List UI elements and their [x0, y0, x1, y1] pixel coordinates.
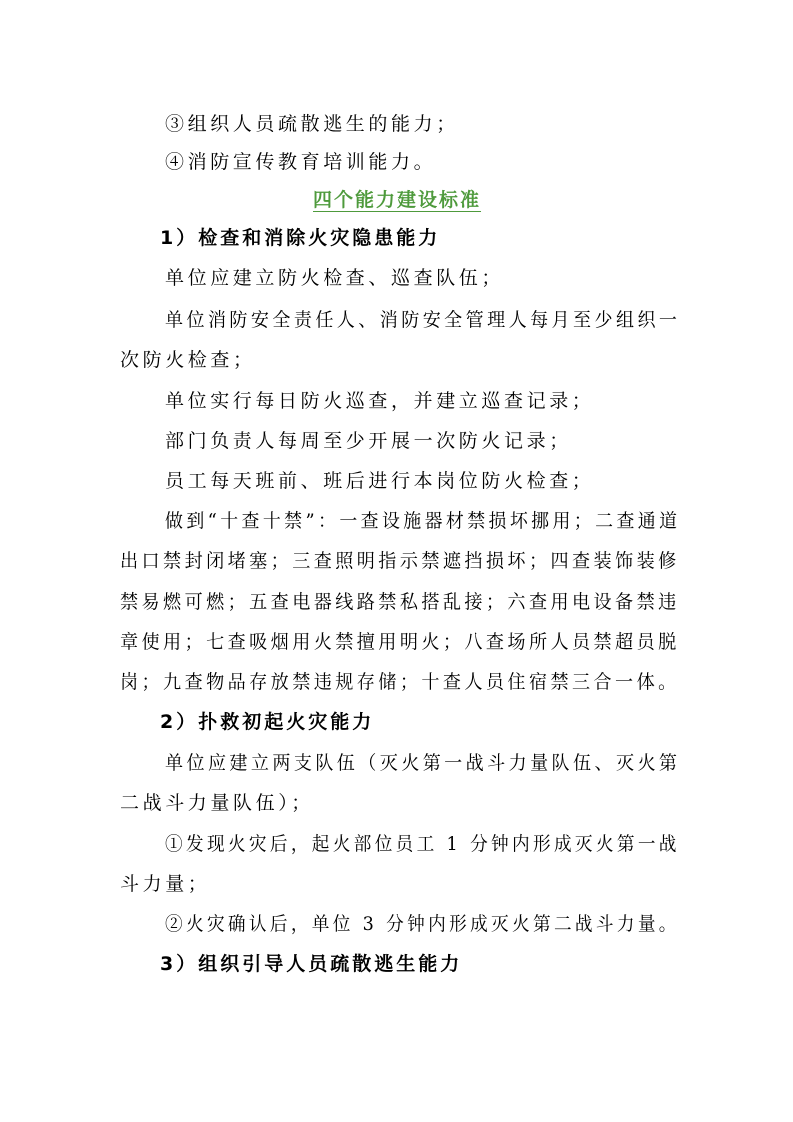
paragraph-line: 禁易燃可燃；五查电器线路禁私搭乱接；六查用电设备禁违	[120, 591, 680, 613]
paragraph-line: 岗；九查物品存放禁违规存储；十查人员住宿禁三合一体。	[120, 671, 680, 693]
paragraph-line: 做到“十查十禁”：一查设施器材禁损坏挪用；二查通道	[165, 510, 681, 532]
section-title: 四个能力建设标准	[313, 189, 482, 211]
paragraph-line: 单位应建立两支队伍（灭火第一战斗力量队伍、灭火第	[165, 752, 681, 774]
heading-3: 3）组织引导人员疏散逃生能力	[160, 953, 463, 975]
paragraph-line: 章使用；七查吸烟用火禁擅用明火；八查场所人员禁超员脱	[120, 631, 680, 653]
paragraph-line: 出口禁封闭堵塞；三查照明指示禁遮挡损坏；四查装饰装修	[120, 550, 680, 572]
paragraph-line: ②火灾确认后，单位 3 分钟内形成灭火第二战斗力量。	[165, 913, 680, 935]
paragraph-line: ①发现火灾后，起火部位员工 1 分钟内形成灭火第一战	[165, 833, 680, 855]
paragraph-line: 部门负责人每周至少开展一次防火记录；	[165, 430, 572, 452]
heading-2: 2）扑救初起火灾能力	[160, 711, 375, 733]
paragraph-line: 单位应建立防火检查、巡查队伍；	[165, 267, 505, 289]
heading-1: 1）检查和消除火灾隐患能力	[160, 227, 441, 249]
list-item-evacuation-ability: ③组织人员疏散逃生的能力；	[165, 113, 459, 135]
paragraph-line: 次防火检查；	[120, 349, 256, 371]
paragraph-line: 二战斗力量队伍）；	[120, 792, 314, 814]
paragraph-line: 斗力量；	[120, 873, 211, 895]
list-item-publicity-training-ability: ④消防宣传教育培训能力。	[165, 151, 437, 173]
paragraph-line: 员工每天班前、班后进行本岗位防火检查；	[165, 470, 595, 492]
paragraph-line: 单位实行每日防火巡查，并建立巡查记录；	[165, 390, 595, 412]
paragraph-line: 单位消防安全责任人、消防安全管理人每月至少组织一	[165, 309, 681, 331]
